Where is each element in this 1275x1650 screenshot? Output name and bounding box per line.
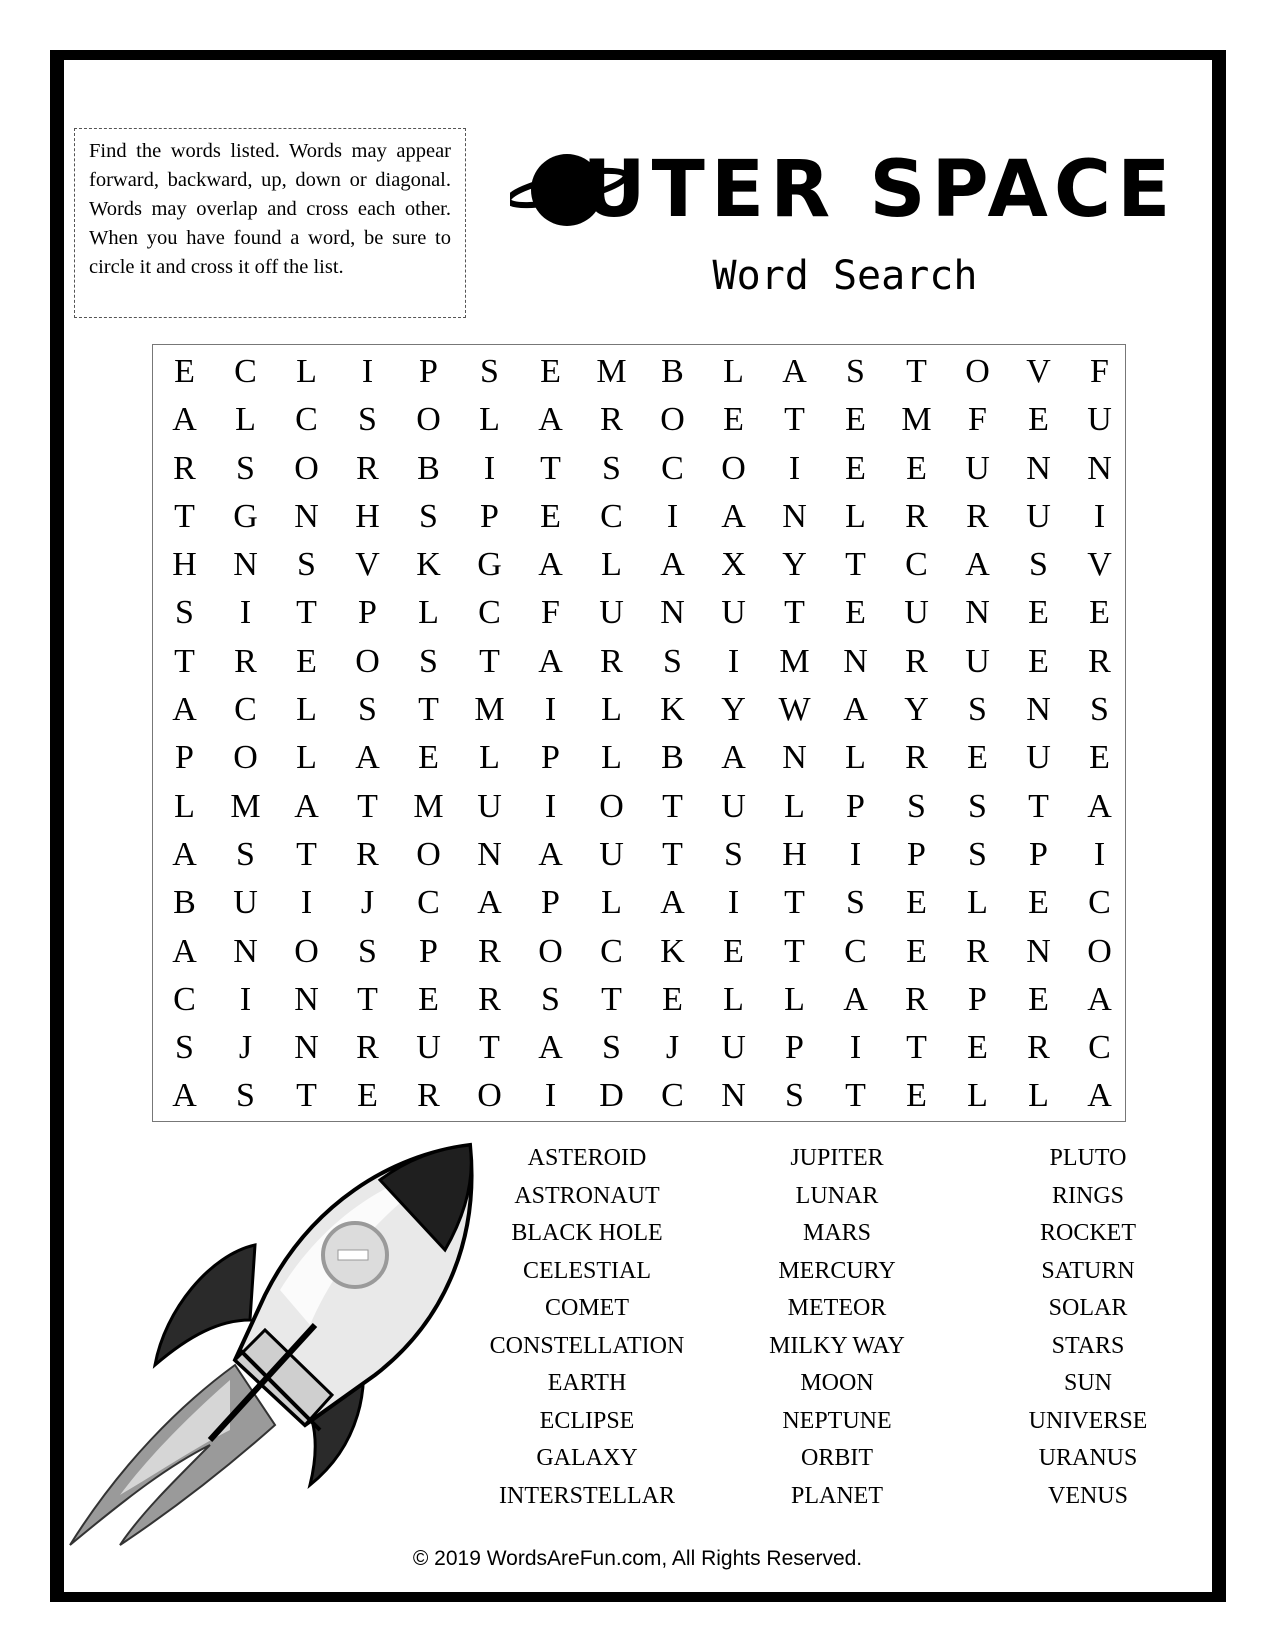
grid-letter[interactable]: E (845, 401, 866, 439)
grid-letter[interactable]: T (296, 1077, 317, 1115)
word-list-item: JUPITER (790, 1145, 884, 1171)
grid-letter[interactable]: P (480, 497, 499, 535)
page-title: UTER SPACE (582, 145, 1177, 235)
grid-letter[interactable]: L (1028, 1077, 1049, 1115)
grid-letter[interactable]: W (778, 691, 811, 729)
word-list-item: INTERSTELLAR (499, 1482, 675, 1509)
grid-letter[interactable]: P (907, 835, 926, 873)
grid-letter[interactable]: T (540, 449, 561, 487)
grid-letter[interactable]: R (356, 835, 379, 873)
grid-letter[interactable]: S (663, 642, 682, 680)
grid-letter[interactable]: L (845, 739, 866, 777)
word-list-item: CONSTELLATION (489, 1332, 685, 1359)
grid-letter[interactable]: E (1089, 739, 1110, 777)
word-list-item: SATURN (1041, 1257, 1135, 1284)
grid-letter[interactable]: F (541, 594, 560, 632)
grid-letter[interactable]: T (479, 1029, 500, 1067)
grid-letter[interactable]: L (723, 980, 744, 1018)
grid-letter[interactable]: U (904, 594, 929, 632)
grid-letter[interactable]: Y (904, 691, 929, 729)
grid-letter[interactable]: A (538, 835, 563, 873)
grid-letter[interactable]: S (480, 353, 499, 390)
grid-letter[interactable]: M (413, 787, 444, 825)
grid-letter[interactable]: N (233, 932, 258, 970)
word-list-column-1 (452, 1140, 722, 1515)
grid-letter[interactable]: L (601, 739, 622, 777)
grid-letter[interactable]: A (843, 691, 868, 729)
grid-letter[interactable]: A (172, 932, 197, 970)
grid-letter[interactable]: M (901, 401, 932, 439)
grid-letter[interactable]: S (785, 1077, 804, 1115)
grid-letter[interactable]: S (419, 497, 438, 535)
grid-letter[interactable]: I (544, 787, 557, 825)
grid-letter[interactable]: S (358, 932, 377, 970)
grid-letter[interactable]: U (965, 642, 990, 680)
grid-letter[interactable]: S (175, 594, 194, 632)
word-list-item: SOLAR (1048, 1295, 1128, 1321)
grid-letter[interactable]: R (356, 1029, 379, 1067)
grid-letter[interactable]: U (1026, 497, 1051, 535)
grid-letter[interactable]: E (540, 353, 561, 390)
grid-letter[interactable]: P (968, 980, 987, 1018)
grid-letter[interactable]: S (297, 546, 316, 584)
grid-letter[interactable]: I (544, 1077, 557, 1115)
grid-letter[interactable]: I (239, 980, 252, 1018)
grid-letter[interactable]: A (1087, 1077, 1112, 1115)
grid-letter[interactable]: R (905, 980, 928, 1018)
letter-grid (154, 348, 1130, 1121)
grid-letter[interactable]: P (846, 787, 865, 825)
grid-letter[interactable]: C (234, 691, 257, 729)
grid-letter[interactable]: U (599, 835, 624, 873)
grid-letter[interactable]: N (294, 497, 319, 535)
grid-letter[interactable]: C (844, 932, 867, 970)
grid-letter[interactable]: B (661, 353, 684, 390)
grid-letter[interactable]: I (1093, 497, 1106, 535)
grid-letter[interactable]: A (477, 884, 502, 922)
grid-letter[interactable]: H (172, 546, 197, 584)
grid-letter[interactable]: P (541, 739, 560, 777)
grid-letter[interactable]: S (236, 1077, 255, 1115)
grid-letter[interactable]: I (666, 497, 679, 535)
grid-letter[interactable]: K (416, 546, 441, 584)
grid-letter[interactable]: U (1026, 739, 1051, 777)
grid-letter[interactable]: M (474, 691, 505, 729)
grid-letter[interactable]: B (173, 884, 196, 922)
grid-letter[interactable]: B (417, 449, 440, 487)
grid-letter[interactable]: C (478, 594, 501, 632)
grid-letter[interactable]: N (1026, 932, 1051, 970)
grid-letter[interactable]: R (234, 642, 257, 680)
grid-letter[interactable]: Y (782, 546, 807, 584)
grid-letter[interactable]: V (355, 546, 380, 584)
grid-letter[interactable]: L (784, 980, 805, 1018)
grid-letter[interactable]: L (479, 401, 500, 439)
grid-letter[interactable]: R (356, 449, 379, 487)
grid-letter[interactable]: R (905, 642, 928, 680)
word-list-item: MILKY WAY (769, 1332, 905, 1359)
grid-letter[interactable]: E (174, 353, 195, 390)
grid-letter[interactable]: R (600, 642, 623, 680)
grid-letter[interactable]: E (662, 980, 683, 1018)
grid-letter[interactable]: L (296, 353, 317, 390)
word-list-item: SUN (1063, 1370, 1112, 1396)
grid-letter[interactable]: A (660, 546, 685, 584)
grid-letter[interactable]: U (721, 594, 746, 632)
grid-letter[interactable]: X (721, 546, 746, 584)
grid-letter[interactable]: E (906, 932, 927, 970)
grid-letter[interactable]: N (477, 835, 502, 873)
flame-icon (70, 1365, 275, 1545)
grid-letter[interactable]: S (419, 642, 438, 680)
grid-letter[interactable]: Y (721, 691, 746, 729)
grid-letter[interactable]: R (478, 980, 501, 1018)
grid-letter[interactable]: R (600, 401, 623, 439)
grid-letter[interactable]: I (300, 884, 313, 922)
word-list-item: MERCURY (778, 1257, 896, 1284)
word-list-item: METEOR (787, 1295, 887, 1321)
grid-letter[interactable]: T (357, 980, 378, 1018)
grid-letter[interactable]: T (418, 691, 439, 729)
grid-letter[interactable]: N (965, 594, 990, 632)
grid-letter[interactable]: I (361, 353, 374, 390)
grid-letter[interactable]: C (600, 932, 623, 970)
grid-letter[interactable]: A (965, 546, 990, 584)
grid-letter[interactable]: I (727, 642, 740, 680)
grid-letter[interactable]: C (1088, 884, 1111, 922)
grid-letter[interactable]: C (905, 546, 928, 584)
word-list-item: NEPTUNE (782, 1407, 892, 1434)
grid-letter[interactable]: F (1090, 353, 1109, 390)
grid-letter[interactable]: U (965, 449, 990, 487)
title-logo (510, 140, 1190, 240)
grid-letter[interactable]: I (849, 1029, 862, 1067)
grid-letter[interactable]: A (843, 980, 868, 1018)
grid-letter[interactable]: L (174, 787, 195, 825)
grid-letter[interactable]: S (968, 691, 987, 729)
grid-letter[interactable]: T (784, 932, 805, 970)
grid-letter[interactable]: L (296, 691, 317, 729)
grid-letter[interactable]: S (846, 353, 865, 390)
word-list-item: PLUTO (1049, 1145, 1127, 1171)
word-list-item: ASTRONAUT (514, 1182, 660, 1209)
grid-letter[interactable]: P (1029, 835, 1048, 873)
grid-letter[interactable]: A (538, 1029, 563, 1067)
grid-letter[interactable]: I (483, 449, 496, 487)
grid-letter[interactable]: R (905, 497, 928, 535)
word-list-item: ASTEROID (527, 1145, 647, 1171)
grid-letter[interactable]: E (906, 884, 927, 922)
grid-letter[interactable]: O (660, 401, 685, 439)
grid-letter[interactable]: I (849, 835, 862, 873)
grid-letter[interactable]: C (234, 353, 257, 390)
grid-letter[interactable]: T (357, 787, 378, 825)
grid-letter[interactable]: C (173, 980, 196, 1018)
grid-letter[interactable]: E (418, 980, 439, 1018)
grid-letter[interactable]: L (418, 594, 439, 632)
grid-letter[interactable]: V (1026, 353, 1051, 390)
grid-letter[interactable]: O (721, 449, 746, 487)
grid-letter[interactable]: E (967, 1029, 988, 1067)
word-list-item: BLACK HOLE (511, 1220, 663, 1246)
grid-letter[interactable]: P (358, 594, 377, 632)
grid-letter[interactable]: A (172, 691, 197, 729)
word-list-item: MOON (800, 1370, 874, 1396)
grid-letter[interactable]: E (1028, 884, 1049, 922)
grid-letter[interactable]: O (355, 642, 380, 680)
grid-letter[interactable]: L (845, 497, 866, 535)
grid-letter[interactable]: S (358, 691, 377, 729)
grid-letter[interactable]: E (1028, 642, 1049, 680)
grid-letter[interactable]: A (355, 739, 380, 777)
grid-letter[interactable]: V (1087, 546, 1112, 584)
grid-letter[interactable]: R (417, 1077, 440, 1115)
grid-letter[interactable]: H (782, 835, 807, 873)
grid-letter[interactable]: U (233, 884, 258, 922)
word-list-item: STARS (1051, 1332, 1125, 1359)
grid-letter[interactable]: K (660, 932, 685, 970)
grid-letter[interactable]: U (1087, 401, 1112, 439)
grid-letter[interactable]: U (416, 1029, 441, 1067)
grid-letter[interactable]: O (416, 835, 441, 873)
grid-letter[interactable]: L (296, 739, 317, 777)
grid-letter[interactable]: T (296, 835, 317, 873)
grid-letter[interactable]: H (355, 497, 380, 535)
grid-letter[interactable]: N (660, 594, 685, 632)
grid-letter[interactable]: A (172, 1077, 197, 1115)
grid-letter[interactable]: T (296, 594, 317, 632)
grid-letter[interactable]: S (1090, 691, 1109, 729)
word-list-item: PLANET (791, 1482, 883, 1509)
word-list-item: UNIVERSE (1028, 1407, 1148, 1434)
word-list-item: VENUS (1047, 1482, 1128, 1509)
grid-letter[interactable]: A (538, 642, 563, 680)
grid-letter[interactable]: C (661, 1077, 684, 1115)
grid-letter[interactable]: E (967, 739, 988, 777)
grid-letter[interactable]: S (602, 449, 621, 487)
grid-letter[interactable]: C (600, 497, 623, 535)
grid-letter[interactable]: R (1027, 1029, 1050, 1067)
word-list-item: ROCKET (1040, 1220, 1136, 1246)
grid-letter[interactable]: O (1087, 932, 1112, 970)
word-list-item: EARTH (547, 1370, 627, 1396)
grid-letter[interactable]: S (358, 401, 377, 439)
grid-letter[interactable]: A (538, 401, 563, 439)
grid-letter[interactable]: T (906, 353, 927, 390)
grid-letter[interactable]: N (294, 1029, 319, 1067)
grid-letter[interactable]: O (416, 401, 441, 439)
word-list-item: CELESTIAL (523, 1257, 651, 1284)
grid-letter[interactable]: O (294, 449, 319, 487)
word-list-item: URANUS (1038, 1445, 1138, 1471)
grid-letter[interactable]: O (233, 739, 258, 777)
grid-letter[interactable]: A (782, 353, 807, 390)
grid-letter[interactable]: M (779, 642, 810, 680)
grid-letter[interactable]: T (1028, 787, 1049, 825)
grid-letter[interactable]: S (541, 980, 560, 1018)
grid-letter[interactable]: E (845, 594, 866, 632)
grid-letter[interactable]: J (360, 884, 375, 922)
grid-letter[interactable]: A (172, 401, 197, 439)
grid-letter[interactable]: N (1026, 449, 1051, 487)
grid-letter[interactable]: T (784, 884, 805, 922)
instructions-box: Find the words listed. Words may appear forward, backward, up, down or diagonal. Words may overlap and cross each other. When you have found a word, be sure to circle it and cross it off the list. (74, 128, 466, 318)
grid-letter[interactable]: T (601, 980, 622, 1018)
copyright-footer: © 2019 WordsAreFun.com, All Rights Reserved. (412, 1547, 863, 1570)
grid-letter[interactable]: E (723, 401, 744, 439)
word-list-item: LUNAR (795, 1182, 879, 1209)
grid-letter[interactable]: O (477, 1077, 502, 1115)
grid-letter[interactable]: F (968, 401, 987, 439)
grid-letter[interactable]: M (596, 353, 627, 390)
grid-letter[interactable]: O (294, 932, 319, 970)
grid-letter[interactable]: U (477, 787, 502, 825)
word-list-column-2 (702, 1140, 972, 1515)
grid-letter[interactable]: D (599, 1077, 624, 1115)
grid-letter[interactable]: A (538, 546, 563, 584)
grid-letter[interactable]: N (1087, 449, 1112, 487)
grid-letter[interactable]: E (723, 932, 744, 970)
grid-letter[interactable]: E (1028, 594, 1049, 632)
grid-letter[interactable]: A (172, 835, 197, 873)
grid-letter[interactable]: M (230, 787, 261, 825)
grid-letter[interactable]: L (601, 546, 622, 584)
grid-letter[interactable]: P (419, 932, 438, 970)
grid-letter[interactable]: E (906, 449, 927, 487)
grid-letter[interactable]: J (238, 1029, 253, 1067)
grid-letter[interactable]: I (1093, 835, 1106, 873)
grid-letter[interactable]: U (599, 594, 624, 632)
grid-letter[interactable]: N (294, 980, 319, 1018)
grid-letter[interactable]: L (601, 884, 622, 922)
grid-letter[interactable]: S (236, 835, 255, 873)
grid-letter[interactable]: C (661, 449, 684, 487)
grid-letter[interactable]: R (173, 449, 196, 487)
grid-letter[interactable]: T (784, 594, 805, 632)
grid-letter[interactable]: T (662, 787, 683, 825)
grid-letter[interactable]: E (906, 1077, 927, 1115)
grid-letter[interactable]: R (905, 739, 928, 777)
grid-letter[interactable]: L (235, 401, 256, 439)
grid-letter[interactable]: T (845, 1077, 866, 1115)
grid-letter[interactable]: B (661, 739, 684, 777)
grid-letter[interactable]: L (479, 739, 500, 777)
grid-letter[interactable]: U (721, 1029, 746, 1067)
grid-letter[interactable]: E (1028, 401, 1049, 439)
grid-letter[interactable]: K (660, 691, 685, 729)
grid-letter[interactable]: I (239, 594, 252, 632)
grid-letter[interactable]: L (967, 1077, 988, 1115)
page-subtitle: Word Search (712, 253, 978, 299)
grid-letter[interactable]: E (296, 642, 317, 680)
grid-letter[interactable]: O (538, 932, 563, 970)
grid-letter[interactable]: L (967, 884, 988, 922)
grid-letter[interactable]: A (721, 497, 746, 535)
grid-letter[interactable]: I (544, 691, 557, 729)
grid-letter[interactable]: C (295, 401, 318, 439)
grid-letter[interactable]: R (478, 932, 501, 970)
grid-letter[interactable]: S (907, 787, 926, 825)
grid-letter[interactable]: A (721, 739, 746, 777)
grid-letter[interactable]: G (233, 497, 258, 535)
grid-letter[interactable]: T (662, 835, 683, 873)
word-list-item: RINGS (1051, 1182, 1124, 1209)
grid-letter[interactable]: S (236, 449, 255, 487)
grid-letter[interactable]: A (1087, 787, 1112, 825)
grid-letter[interactable]: S (846, 884, 865, 922)
grid-letter[interactable]: N (782, 739, 807, 777)
rocket-illustration (60, 1135, 510, 1555)
grid-letter[interactable]: E (418, 739, 439, 777)
word-list-item: MARS (802, 1220, 872, 1246)
grid-letter[interactable]: A (294, 787, 319, 825)
grid-letter[interactable]: P (175, 739, 194, 777)
grid-letter[interactable]: L (601, 691, 622, 729)
grid-letter[interactable]: C (1088, 1029, 1111, 1067)
grid-letter[interactable]: R (966, 932, 989, 970)
grid-letter[interactable]: N (1026, 691, 1051, 729)
grid-letter[interactable]: T (174, 497, 195, 535)
grid-letter[interactable]: T (906, 1029, 927, 1067)
grid-letter[interactable]: S (602, 1029, 621, 1067)
grid-letter[interactable]: L (723, 353, 744, 390)
grid-letter[interactable]: U (721, 787, 746, 825)
grid-letter[interactable]: P (541, 884, 560, 922)
word-list-column-3 (953, 1140, 1223, 1515)
grid-letter[interactable]: A (660, 884, 685, 922)
grid-letter[interactable]: I (727, 884, 740, 922)
word-list-item: ORBIT (801, 1445, 873, 1471)
grid-letter[interactable]: S (968, 787, 987, 825)
grid-letter[interactable]: E (540, 497, 561, 535)
grid-letter[interactable]: E (1028, 980, 1049, 1018)
grid-letter[interactable]: E (845, 449, 866, 487)
word-list-item: GALAXY (536, 1445, 638, 1471)
grid-letter[interactable]: O (599, 787, 624, 825)
grid-letter[interactable]: S (175, 1029, 194, 1067)
grid-letter[interactable]: G (477, 546, 502, 584)
grid-letter[interactable]: T (784, 401, 805, 439)
grid-letter[interactable]: J (665, 1029, 680, 1067)
grid-letter[interactable]: T (174, 642, 195, 680)
grid-letter[interactable]: O (965, 353, 990, 390)
grid-letter[interactable]: A (1087, 980, 1112, 1018)
word-list-item: COMET (545, 1295, 629, 1321)
grid-letter[interactable]: S (968, 835, 987, 873)
grid-letter[interactable]: P (419, 353, 438, 390)
grid-letter[interactable]: S (724, 835, 743, 873)
word-list-item: ECLIPSE (539, 1407, 635, 1434)
grid-letter[interactable]: C (417, 884, 440, 922)
grid-letter[interactable]: L (784, 787, 805, 825)
grid-letter[interactable]: P (785, 1029, 804, 1067)
grid-letter[interactable]: T (845, 546, 866, 584)
grid-letter[interactable]: I (788, 449, 801, 487)
grid-letter[interactable]: E (1089, 594, 1110, 632)
grid-letter[interactable]: N (233, 546, 258, 584)
grid-letter[interactable]: R (1088, 642, 1111, 680)
grid-letter[interactable]: T (479, 642, 500, 680)
grid-letter[interactable]: N (782, 497, 807, 535)
grid-letter[interactable]: N (843, 642, 868, 680)
grid-letter[interactable]: N (721, 1077, 746, 1115)
grid-letter[interactable]: E (357, 1077, 378, 1115)
grid-letter[interactable]: S (1029, 546, 1048, 584)
grid-letter[interactable]: R (966, 497, 989, 535)
